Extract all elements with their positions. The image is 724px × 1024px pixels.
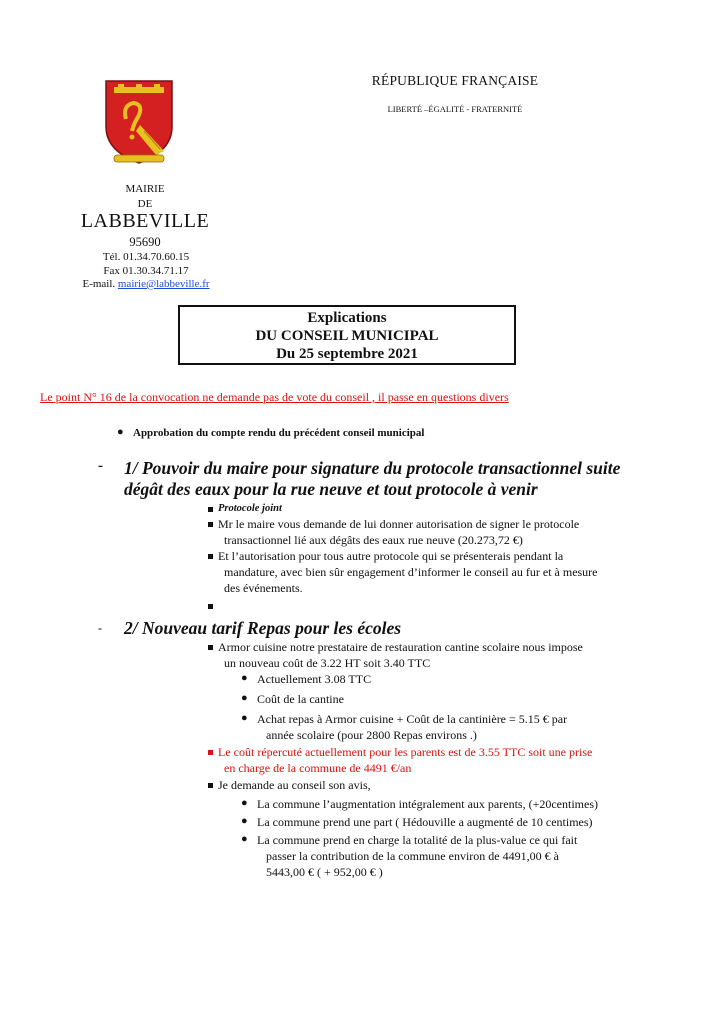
square-bullet-icon (208, 645, 213, 650)
option-item: La commune prend en charge la totalité de la plus-value ce qui fait (257, 833, 578, 847)
bullet-icon: ● (241, 833, 248, 845)
title-line-3: Du 25 septembre 2021 (276, 346, 418, 362)
notice-point-16: Le point N° 16 de la convocation ne demande pas de vote du conseil , il passe en questions divers (40, 390, 509, 404)
square-bullet-icon (208, 750, 213, 755)
email-link[interactable]: mairie@labbeville.fr (117, 278, 210, 290)
section2-intro: Armor cuisine notre prestataire de restauration cantine scolaire nous impose (218, 640, 583, 654)
republic-title: RÉPUBLIQUE FRANÇAISE (371, 73, 539, 88)
coat-of-arms-icon (104, 79, 174, 165)
square-bullet-icon (208, 522, 213, 527)
option-item: passer la contribution de la commune environ de 4491,00 € à (266, 849, 559, 863)
bullet-icon: ● (241, 692, 248, 704)
square-bullet-icon (208, 783, 213, 788)
section2-heading: 2/ Nouveau tarif Repas pour les écoles (124, 618, 402, 638)
section1-item-text: des événements. (224, 581, 303, 595)
republic-motto: LIBERTÉ –ÉGALITÉ - FRATERNITÉ (387, 104, 523, 114)
approbation-item: Approbation du compte rendu du précédent conseil municipal (133, 427, 425, 439)
option-item: La commune prend une part ( Hédouville a augmenté de 10 centimes) (257, 815, 593, 829)
email-label: E-mail. (82, 278, 116, 290)
mairie-label: MAIRIE (125, 183, 165, 195)
bullet-icon: ● (241, 815, 248, 827)
section1-heading-line1: 1/ Pouvoir du maire pour signature du protocole transactionnel suite (124, 458, 621, 478)
city-name: LABBEVILLE (80, 210, 210, 232)
dash-marker: - (98, 621, 102, 635)
bullet-icon: ● (241, 797, 248, 809)
de-label: DE (137, 198, 153, 210)
option-item: 5443,00 € ( + 952,00 € ) (266, 865, 383, 879)
title-box (178, 305, 516, 365)
sub-item: année scolaire (pour 2800 Repas environs .) (266, 728, 477, 742)
fax-number: Fax 01.30.34.71.17 (103, 265, 189, 277)
postcode: 95690 (129, 235, 161, 249)
title-line-2: DU CONSEIL MUNICIPAL (255, 328, 439, 344)
section1-item-text: Et l’autorisation pour tous autre protocole qui se présenterais pendant la (218, 549, 564, 563)
square-bullet-icon (208, 507, 213, 512)
section1-item-text: mandature, avec bien sûr engagement d’informer le conseil au fur et à mesure (224, 565, 598, 579)
council-question: Je demande au conseil son avis, (218, 778, 371, 792)
cost-note-red: en charge de la commune de 4491 €/an (224, 761, 412, 775)
email-line (46, 278, 246, 290)
section1-heading-line2: dégât des eaux pour la rue neuve et tout protocole à venir (124, 479, 538, 499)
bullet-icon: ● (117, 426, 124, 438)
sub-item: Achat repas à Armor cuisine + Coût de la cantinière = 5.15 € par (257, 712, 568, 726)
phone-number: Tél. 01.34.70.60.15 (102, 251, 190, 263)
protocole-joint: Protocole joint (218, 503, 282, 514)
section1-item-text: Mr le maire vous demande de lui donner autorisation de signer le protocole (218, 517, 580, 531)
section2-intro: un nouveau coût de 3.22 HT soit 3.40 TTC (224, 656, 431, 670)
sub-item: Actuellement 3.08 TTC (257, 672, 372, 686)
sub-item: Coût de la cantine (257, 692, 344, 706)
option-item: La commune l’augmentation intégralement aux parents, (+20centimes) (257, 797, 598, 811)
bullet-icon: ● (241, 712, 248, 724)
bullet-icon: ● (241, 672, 248, 684)
title-line-1: Explications (307, 310, 387, 326)
square-bullet-icon (208, 604, 213, 609)
dash-marker: - (98, 458, 103, 474)
section1-item-text: transactionnel lié aux dégâts des eaux rue neuve (20.273,72 €) (224, 533, 523, 547)
square-bullet-icon (208, 554, 213, 559)
cost-note-red: Le coût répercuté actuellement pour les parents est de 3.55 TTC soit une prise (218, 745, 593, 759)
